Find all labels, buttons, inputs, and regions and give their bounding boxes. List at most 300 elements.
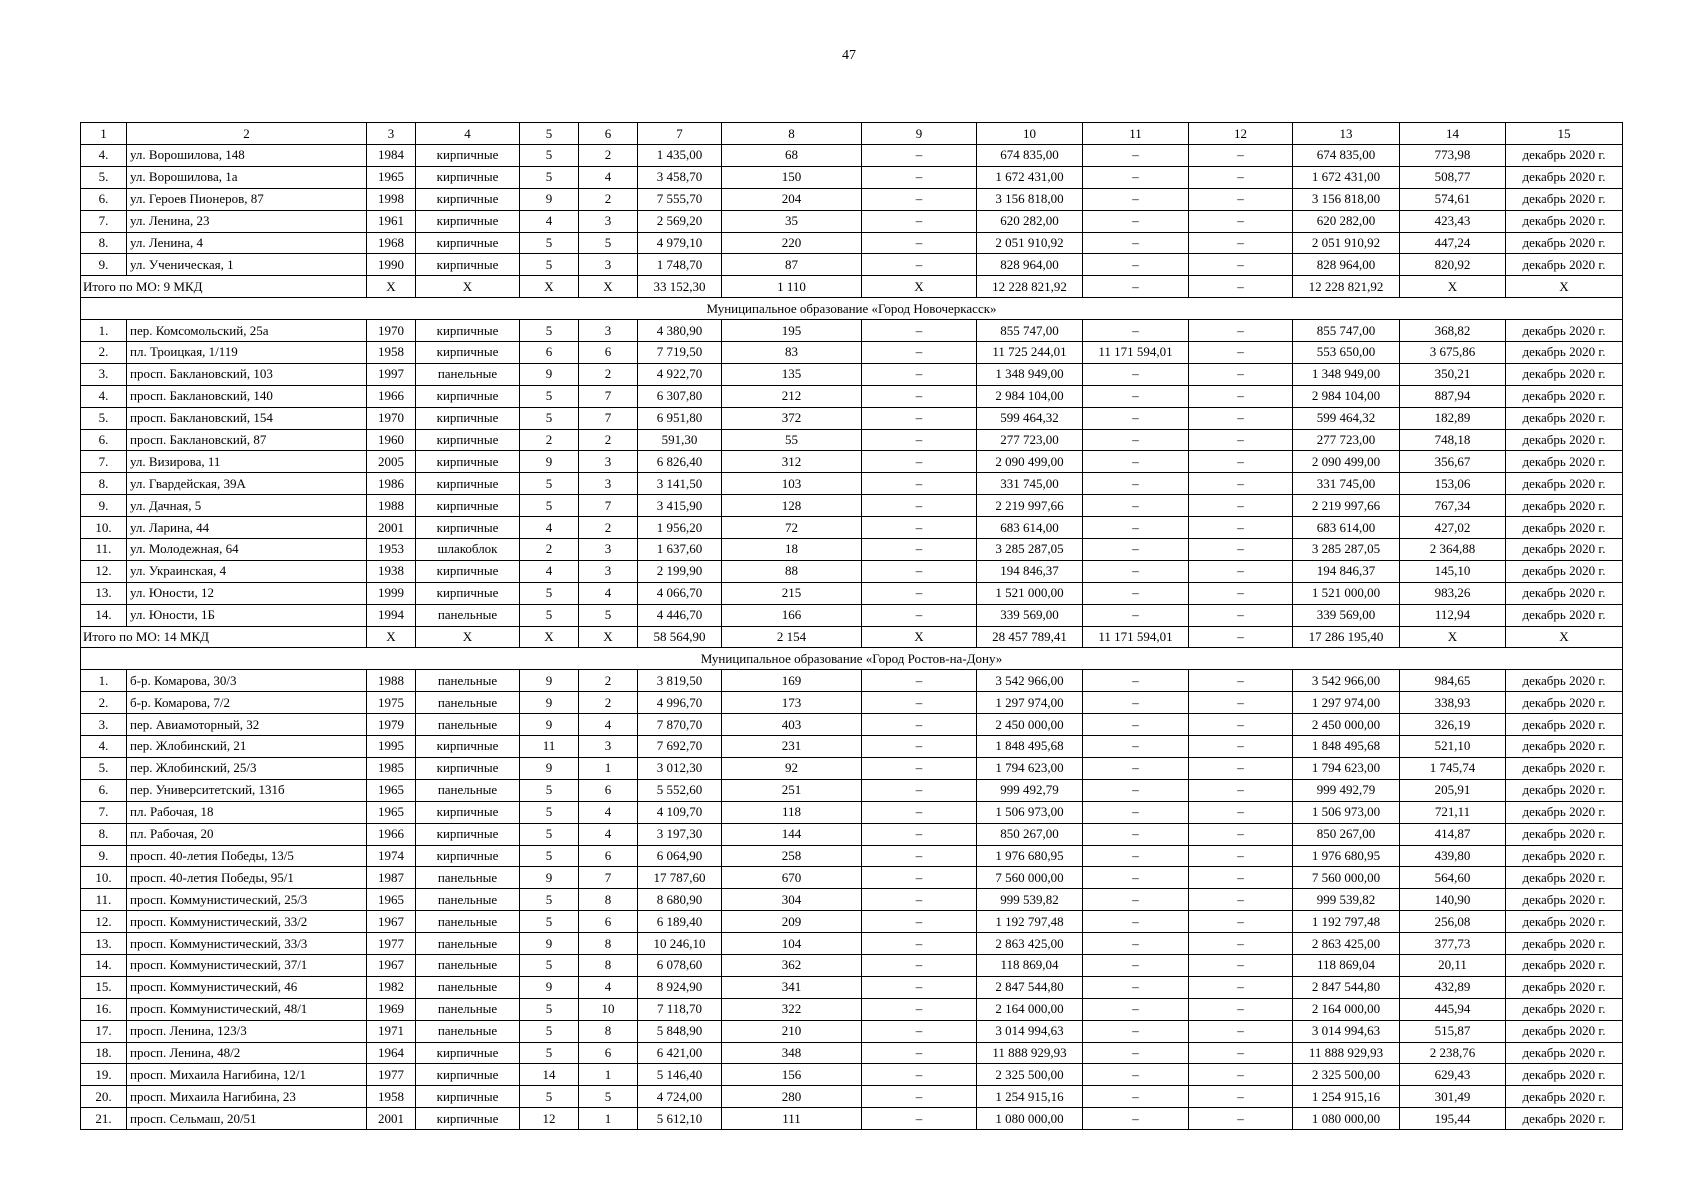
unit-cost-cell: 748,18 (1400, 429, 1506, 451)
unit-cost-cell: 508,77 (1400, 166, 1506, 188)
col12-cell: – (1189, 867, 1293, 889)
page-number: 47 (842, 48, 856, 63)
col12-cell: – (1189, 779, 1293, 801)
unit-cost-cell: 20,11 (1400, 954, 1506, 976)
table-row (81, 560, 1623, 582)
table-row (81, 604, 1623, 626)
col11-cell: – (1083, 911, 1189, 933)
cost-fund-cell: 2 847 544,80 (1293, 976, 1400, 998)
table-row (81, 779, 1623, 801)
area-cell: 2 199,90 (638, 560, 722, 582)
col11-cell: – (1083, 1086, 1189, 1108)
cost-fund-cell: 1 672 431,00 (1293, 166, 1400, 188)
table-row (81, 736, 1623, 758)
entrances-cell: 3 (579, 473, 638, 495)
wall-material-cell: кирпичные (416, 473, 520, 495)
cost-fund-cell: 1 080 000,00 (1293, 1108, 1400, 1130)
unit-cost-cell: 521,10 (1400, 736, 1506, 758)
table-row (81, 495, 1623, 517)
cost-fund-cell: 1 297 974,00 (1293, 692, 1400, 714)
address-cell: пер. Авиамоторный, 32 (127, 714, 367, 736)
year-cell: 1969 (367, 998, 416, 1020)
address-cell: просп. Михаила Нагибина, 12/1 (127, 1064, 367, 1086)
total-row (81, 276, 1623, 298)
wall-material-cell: панельные (416, 714, 520, 736)
area-cell: 4 979,10 (638, 232, 722, 254)
cost-total-cell: 1 506 973,00 (977, 801, 1083, 823)
residents-cell: 220 (722, 232, 862, 254)
address-cell: ул. Ворошилова, 1а (127, 166, 367, 188)
residents-cell: 304 (722, 889, 862, 911)
year-cell: 1988 (367, 670, 416, 692)
unit-cost-cell: 629,43 (1400, 1064, 1506, 1086)
col12-cell: – (1189, 560, 1293, 582)
unit-cost-cell: 2 238,76 (1400, 1042, 1506, 1064)
deadline-cell: декабрь 2020 г. (1506, 363, 1623, 385)
row-number-cell: 10. (81, 517, 127, 539)
col11-cell: – (1083, 670, 1189, 692)
deadline-cell: декабрь 2020 г. (1506, 320, 1623, 342)
area-cell: 3 141,50 (638, 473, 722, 495)
area-cell: 3 415,90 (638, 495, 722, 517)
deadline-cell: декабрь 2020 г. (1506, 911, 1623, 933)
area-cell: 1 637,60 (638, 539, 722, 561)
cost-fund-cell: 1 254 915,16 (1293, 1086, 1400, 1108)
residents-cell: 150 (722, 166, 862, 188)
year-cell: 1953 (367, 539, 416, 561)
cost-fund-cell: 620 282,00 (1293, 210, 1400, 232)
floors-cell: 2 (520, 429, 579, 451)
row-number-cell: 4. (81, 385, 127, 407)
residents-cell: 403 (722, 714, 862, 736)
row-number-cell: 9. (81, 495, 127, 517)
residents-cell: 322 (722, 998, 862, 1020)
unit-cost-cell: 182,89 (1400, 407, 1506, 429)
year-cell: 1985 (367, 757, 416, 779)
col11-cell: – (1083, 451, 1189, 473)
cost-fund-cell: 1 848 495,68 (1293, 736, 1400, 758)
row-number-cell: 7. (81, 451, 127, 473)
total-cell: 17 286 195,40 (1293, 626, 1400, 648)
cost-total-cell: 1 521 000,00 (977, 582, 1083, 604)
col12-cell: – (1189, 670, 1293, 692)
residents-cell: 35 (722, 210, 862, 232)
area-cell: 591,30 (638, 429, 722, 451)
address-cell: ул. Юности, 12 (127, 582, 367, 604)
floors-cell: 5 (520, 998, 579, 1020)
address-cell: ул. Ученическая, 1 (127, 254, 367, 276)
residents-cell: 348 (722, 1042, 862, 1064)
unit-cost-cell: 820,92 (1400, 254, 1506, 276)
unit-cost-cell: 721,11 (1400, 801, 1506, 823)
total-cell: Х (579, 626, 638, 648)
year-cell: 1970 (367, 407, 416, 429)
wall-material-cell: панельные (416, 954, 520, 976)
cost-total-cell: 339 569,00 (977, 604, 1083, 626)
year-cell: 1977 (367, 1064, 416, 1086)
area-cell: 3 819,50 (638, 670, 722, 692)
area-cell: 4 922,70 (638, 363, 722, 385)
wall-material-cell: панельные (416, 670, 520, 692)
col12-cell: – (1189, 429, 1293, 451)
col12-cell: – (1189, 188, 1293, 210)
col12-cell: – (1189, 363, 1293, 385)
total-cell: Х (1506, 276, 1623, 298)
column-number-cell: 3 (367, 123, 416, 145)
wall-material-cell: панельные (416, 867, 520, 889)
col12-cell: – (1189, 823, 1293, 845)
year-cell: 1967 (367, 954, 416, 976)
col9-cell: – (862, 757, 977, 779)
entrances-cell: 3 (579, 539, 638, 561)
unit-cost-cell: 414,87 (1400, 823, 1506, 845)
table-row (81, 407, 1623, 429)
col9-cell: – (862, 736, 977, 758)
deadline-cell: декабрь 2020 г. (1506, 1020, 1623, 1042)
row-number-cell: 8. (81, 823, 127, 845)
address-cell: ул. Ларина, 44 (127, 517, 367, 539)
table-row (81, 998, 1623, 1020)
address-cell: ул. Молодежная, 64 (127, 539, 367, 561)
entrances-cell: 5 (579, 1086, 638, 1108)
col12-cell: – (1189, 604, 1293, 626)
col11-cell: – (1083, 539, 1189, 561)
floors-cell: 5 (520, 407, 579, 429)
col9-cell: – (862, 1064, 977, 1086)
cost-total-cell: 999 492,79 (977, 779, 1083, 801)
residents-cell: 72 (722, 517, 862, 539)
col11-cell: – (1083, 473, 1189, 495)
cost-total-cell: 999 539,82 (977, 889, 1083, 911)
total-label: Итого по МО: 9 МКД (81, 276, 367, 298)
floors-cell: 4 (520, 517, 579, 539)
residents-cell: 135 (722, 363, 862, 385)
year-cell: 1971 (367, 1020, 416, 1042)
address-cell: ул. Дачная, 5 (127, 495, 367, 517)
year-cell: 1994 (367, 604, 416, 626)
floors-cell: 5 (520, 954, 579, 976)
row-number-cell: 5. (81, 166, 127, 188)
address-cell: просп. Баклановский, 103 (127, 363, 367, 385)
cost-total-cell: 850 267,00 (977, 823, 1083, 845)
table-row (81, 692, 1623, 714)
unit-cost-cell: 195,44 (1400, 1108, 1506, 1130)
deadline-cell: декабрь 2020 г. (1506, 823, 1623, 845)
unit-cost-cell: 564,60 (1400, 867, 1506, 889)
col11-cell: – (1083, 736, 1189, 758)
table-row (81, 670, 1623, 692)
unit-cost-cell: 112,94 (1400, 604, 1506, 626)
col12-cell: – (1189, 845, 1293, 867)
residents-cell: 195 (722, 320, 862, 342)
col9-cell: – (862, 342, 977, 364)
deadline-cell: декабрь 2020 г. (1506, 385, 1623, 407)
deadline-cell: декабрь 2020 г. (1506, 451, 1623, 473)
col12-cell: – (1189, 1020, 1293, 1042)
cost-fund-cell: 1 794 623,00 (1293, 757, 1400, 779)
address-cell: б-р. Комарова, 30/3 (127, 670, 367, 692)
unit-cost-cell: 447,24 (1400, 232, 1506, 254)
cost-fund-cell: 277 723,00 (1293, 429, 1400, 451)
column-number-cell: 15 (1506, 123, 1623, 145)
wall-material-cell: кирпичные (416, 188, 520, 210)
unit-cost-cell: 3 675,86 (1400, 342, 1506, 364)
cost-total-cell: 1 976 680,95 (977, 845, 1083, 867)
address-cell: пер. Жлобинский, 25/3 (127, 757, 367, 779)
entrances-cell: 4 (579, 823, 638, 845)
entrances-cell: 5 (579, 232, 638, 254)
column-number-cell: 5 (520, 123, 579, 145)
cost-fund-cell: 2 863 425,00 (1293, 933, 1400, 955)
unit-cost-cell: 2 364,88 (1400, 539, 1506, 561)
residents-cell: 210 (722, 1020, 862, 1042)
cost-total-cell: 2 863 425,00 (977, 933, 1083, 955)
cost-fund-cell: 194 846,37 (1293, 560, 1400, 582)
row-number-cell: 5. (81, 407, 127, 429)
col11-cell: – (1083, 188, 1189, 210)
residents-cell: 231 (722, 736, 862, 758)
floors-cell: 9 (520, 363, 579, 385)
unit-cost-cell: 1 745,74 (1400, 757, 1506, 779)
total-cell: 33 152,30 (638, 276, 722, 298)
cost-total-cell: 620 282,00 (977, 210, 1083, 232)
wall-material-cell: панельные (416, 604, 520, 626)
year-cell: 1970 (367, 320, 416, 342)
unit-cost-cell: 983,26 (1400, 582, 1506, 604)
wall-material-cell: панельные (416, 1020, 520, 1042)
housing-register-table (80, 122, 1623, 1130)
year-cell: 1984 (367, 145, 416, 167)
address-cell: просп. Михаила Нагибина, 23 (127, 1086, 367, 1108)
year-cell: 1964 (367, 1042, 416, 1064)
col12-cell: – (1189, 933, 1293, 955)
col9-cell: – (862, 582, 977, 604)
total-cell: 28 457 789,41 (977, 626, 1083, 648)
cost-fund-cell: 3 542 966,00 (1293, 670, 1400, 692)
cost-fund-cell: 3 285 287,05 (1293, 539, 1400, 561)
table-row (81, 210, 1623, 232)
year-cell: 1968 (367, 232, 416, 254)
deadline-cell: декабрь 2020 г. (1506, 976, 1623, 998)
area-cell: 7 870,70 (638, 714, 722, 736)
floors-cell: 2 (520, 539, 579, 561)
floors-cell: 5 (520, 582, 579, 604)
entrances-cell: 2 (579, 429, 638, 451)
residents-cell: 670 (722, 867, 862, 889)
floors-cell: 5 (520, 604, 579, 626)
col12-cell: – (1189, 911, 1293, 933)
col9-cell: – (862, 429, 977, 451)
year-cell: 2001 (367, 1108, 416, 1130)
col11-cell: – (1083, 714, 1189, 736)
table-row (81, 933, 1623, 955)
unit-cost-cell: 377,73 (1400, 933, 1506, 955)
cost-total-cell: 11 888 929,93 (977, 1042, 1083, 1064)
col12-cell: – (1189, 1042, 1293, 1064)
municipality-group-title: Муниципальное образование «Город Новочеркасск» (81, 298, 1623, 320)
column-number-cell: 7 (638, 123, 722, 145)
cost-fund-cell: 683 614,00 (1293, 517, 1400, 539)
year-cell: 1961 (367, 210, 416, 232)
address-cell: пл. Рабочая, 18 (127, 801, 367, 823)
entrances-cell: 2 (579, 145, 638, 167)
col9-cell: – (862, 801, 977, 823)
table-row (81, 582, 1623, 604)
col12-cell: – (1189, 954, 1293, 976)
wall-material-cell: кирпичные (416, 166, 520, 188)
total-cell: 12 228 821,92 (1293, 276, 1400, 298)
entrances-cell: 8 (579, 933, 638, 955)
residents-cell: 144 (722, 823, 862, 845)
deadline-cell: декабрь 2020 г. (1506, 1064, 1623, 1086)
col11-cell: – (1083, 517, 1189, 539)
area-cell: 4 724,00 (638, 1086, 722, 1108)
row-number-cell: 6. (81, 188, 127, 210)
year-cell: 1965 (367, 889, 416, 911)
wall-material-cell: кирпичные (416, 582, 520, 604)
residents-cell: 169 (722, 670, 862, 692)
row-number-cell: 17. (81, 1020, 127, 1042)
col9-cell: – (862, 166, 977, 188)
col12-cell: – (1189, 473, 1293, 495)
entrances-cell: 7 (579, 867, 638, 889)
floors-cell: 5 (520, 473, 579, 495)
cost-total-cell: 683 614,00 (977, 517, 1083, 539)
col12-cell: – (1189, 210, 1293, 232)
address-cell: просп. Баклановский, 140 (127, 385, 367, 407)
col9-cell: – (862, 254, 977, 276)
wall-material-cell: кирпичные (416, 254, 520, 276)
residents-cell: 92 (722, 757, 862, 779)
column-number-cell: 10 (977, 123, 1083, 145)
total-cell: Х (416, 626, 520, 648)
col9-cell: – (862, 1020, 977, 1042)
floors-cell: 5 (520, 166, 579, 188)
cost-total-cell: 2 450 000,00 (977, 714, 1083, 736)
col11-cell: – (1083, 429, 1189, 451)
area-cell: 6 189,40 (638, 911, 722, 933)
col12-cell: – (1189, 889, 1293, 911)
row-number-cell: 21. (81, 1108, 127, 1130)
cost-total-cell: 674 835,00 (977, 145, 1083, 167)
year-cell: 1974 (367, 845, 416, 867)
table-row (81, 845, 1623, 867)
column-number-cell: 11 (1083, 123, 1189, 145)
column-number-cell: 4 (416, 123, 520, 145)
row-number-cell: 11. (81, 539, 127, 561)
deadline-cell: декабрь 2020 г. (1506, 582, 1623, 604)
col9-cell: – (862, 1086, 977, 1108)
row-number-cell: 13. (81, 582, 127, 604)
table-row (81, 473, 1623, 495)
unit-cost-cell: 356,67 (1400, 451, 1506, 473)
table-row (81, 517, 1623, 539)
col11-cell: – (1083, 757, 1189, 779)
column-number-cell: 8 (722, 123, 862, 145)
table-row (81, 1086, 1623, 1108)
entrances-cell: 3 (579, 736, 638, 758)
unit-cost-cell: 140,90 (1400, 889, 1506, 911)
cost-total-cell: 3 014 994,63 (977, 1020, 1083, 1042)
col12-cell: – (1189, 539, 1293, 561)
address-cell: пер. Университетский, 131б (127, 779, 367, 801)
wall-material-cell: кирпичные (416, 210, 520, 232)
entrances-cell: 4 (579, 714, 638, 736)
year-cell: 1958 (367, 342, 416, 364)
floors-cell: 5 (520, 232, 579, 254)
area-cell: 7 118,70 (638, 998, 722, 1020)
cost-total-cell: 1 348 949,00 (977, 363, 1083, 385)
cost-total-cell: 1 672 431,00 (977, 166, 1083, 188)
year-cell: 1965 (367, 166, 416, 188)
col11-cell: – (1083, 779, 1189, 801)
unit-cost-cell: 256,08 (1400, 911, 1506, 933)
row-number-cell: 6. (81, 429, 127, 451)
col11-cell: – (1083, 582, 1189, 604)
table-row (81, 714, 1623, 736)
row-number-cell: 13. (81, 933, 127, 955)
floors-cell: 5 (520, 145, 579, 167)
residents-cell: 173 (722, 692, 862, 714)
col9-cell: – (862, 976, 977, 998)
cost-fund-cell: 3 014 994,63 (1293, 1020, 1400, 1042)
deadline-cell: декабрь 2020 г. (1506, 342, 1623, 364)
table-row (81, 801, 1623, 823)
entrances-cell: 4 (579, 166, 638, 188)
row-number-cell: 11. (81, 889, 127, 911)
total-cell: Х (1400, 276, 1506, 298)
table-row (81, 254, 1623, 276)
col12-cell: – (1189, 517, 1293, 539)
col9-cell: – (862, 232, 977, 254)
col11-cell: – (1083, 867, 1189, 889)
cost-total-cell: 2 051 910,92 (977, 232, 1083, 254)
col12-cell: – (1189, 407, 1293, 429)
table-row (81, 188, 1623, 210)
cost-total-cell: 1 794 623,00 (977, 757, 1083, 779)
col12-cell: – (1189, 1064, 1293, 1086)
floors-cell: 12 (520, 1108, 579, 1130)
cost-total-cell: 7 560 000,00 (977, 867, 1083, 889)
table-row (81, 976, 1623, 998)
cost-total-cell: 855 747,00 (977, 320, 1083, 342)
entrances-cell: 7 (579, 495, 638, 517)
year-cell: 1967 (367, 911, 416, 933)
address-cell: ул. Украинская, 4 (127, 560, 367, 582)
area-cell: 5 848,90 (638, 1020, 722, 1042)
row-number-cell: 5. (81, 757, 127, 779)
wall-material-cell: панельные (416, 976, 520, 998)
row-number-cell: 4. (81, 736, 127, 758)
cost-total-cell: 1 848 495,68 (977, 736, 1083, 758)
year-cell: 1990 (367, 254, 416, 276)
floors-cell: 9 (520, 867, 579, 889)
cost-total-cell: 2 219 997,66 (977, 495, 1083, 517)
col11-cell: – (1083, 363, 1189, 385)
wall-material-cell: кирпичные (416, 429, 520, 451)
entrances-cell: 6 (579, 779, 638, 801)
area-cell: 2 569,20 (638, 210, 722, 232)
floors-cell: 5 (520, 823, 579, 845)
total-label: Итого по МО: 14 МКД (81, 626, 367, 648)
col11-cell: – (1083, 254, 1189, 276)
col9-cell: – (862, 539, 977, 561)
column-number-cell: 6 (579, 123, 638, 145)
deadline-cell: декабрь 2020 г. (1506, 933, 1623, 955)
col11-cell: – (1083, 1020, 1189, 1042)
deadline-cell: декабрь 2020 г. (1506, 736, 1623, 758)
col9-cell: – (862, 998, 977, 1020)
